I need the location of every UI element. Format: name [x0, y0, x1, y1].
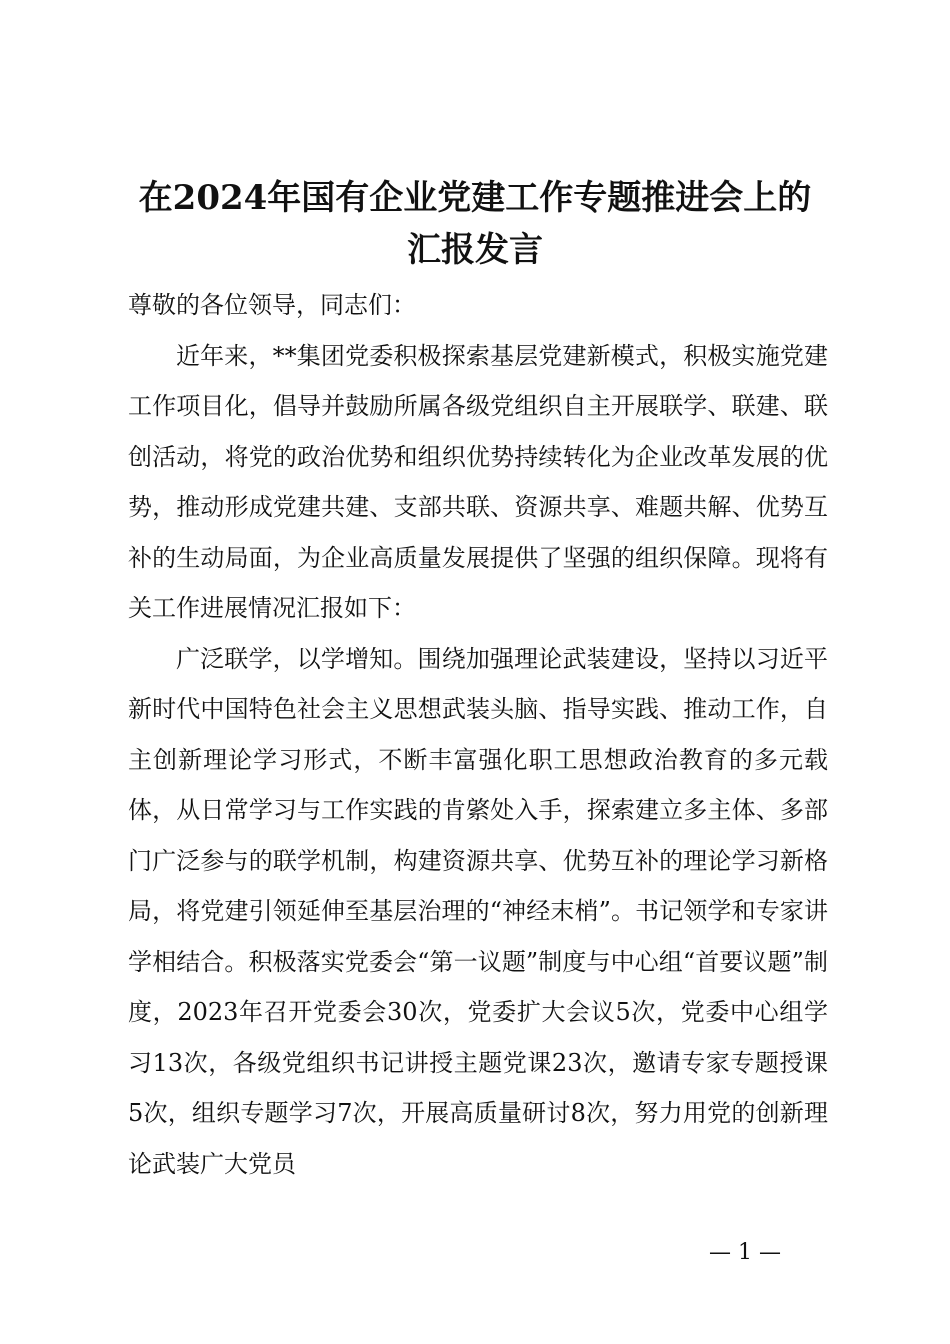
title-line-1: 在2024年国有企业党建工作专题推进会上的: [138, 178, 812, 218]
salutation: 尊敬的各位领导，同志们：: [128, 291, 416, 319]
paragraph-joint-study: 广泛联学，以学增知。围绕加强理论武装建设，坚持以习近平新时代中国特色社会主义思想武装头脑、指导实践、推动工作，自主创新理论学习形式，不断丰富强化职工思想政治教育的多元载体，从日常学习与工作实践的肯綮处入手，探索建立多主体、多部门广泛参与的联学机制，构建资源共享、优势互补的理论学习新格局，将党建引领延伸至基层治理的“神经末梢”。书记领学和专家讲学相结合。积极落实党委会“第一议题”制度与中心组“首要议题”制度，2023年召开党委会30次，党委扩大会议5次，党委中心组学习13次，各级党组织书记讲授主题党课23次，邀请专家专题授课5次，组织专题学习7次，开展高质量研讨8次，努力用党的创新理论武装广大党员: [128, 644, 828, 1178]
document-title: [100, 172, 850, 276]
title-line-2: 汇报发言: [407, 230, 543, 270]
paragraph-intro: 近年来，**集团党委积极探索基层党建新模式，积极实施党建工作项目化，倡导并鼓励所属各级党组织自主开展联学、联建、联创活动，将党的政治优势和组织优势持续转化为企业改革发展的优势，推动形成党建共建、支部共联、资源共享、难题共解、优势互补的生动局面，为企业高质量发展提供了坚强的组织保障。现将有关工作进展情况汇报如下：: [128, 341, 828, 622]
document-body: [128, 280, 828, 1189]
page-number: — 1 —: [709, 1240, 781, 1265]
